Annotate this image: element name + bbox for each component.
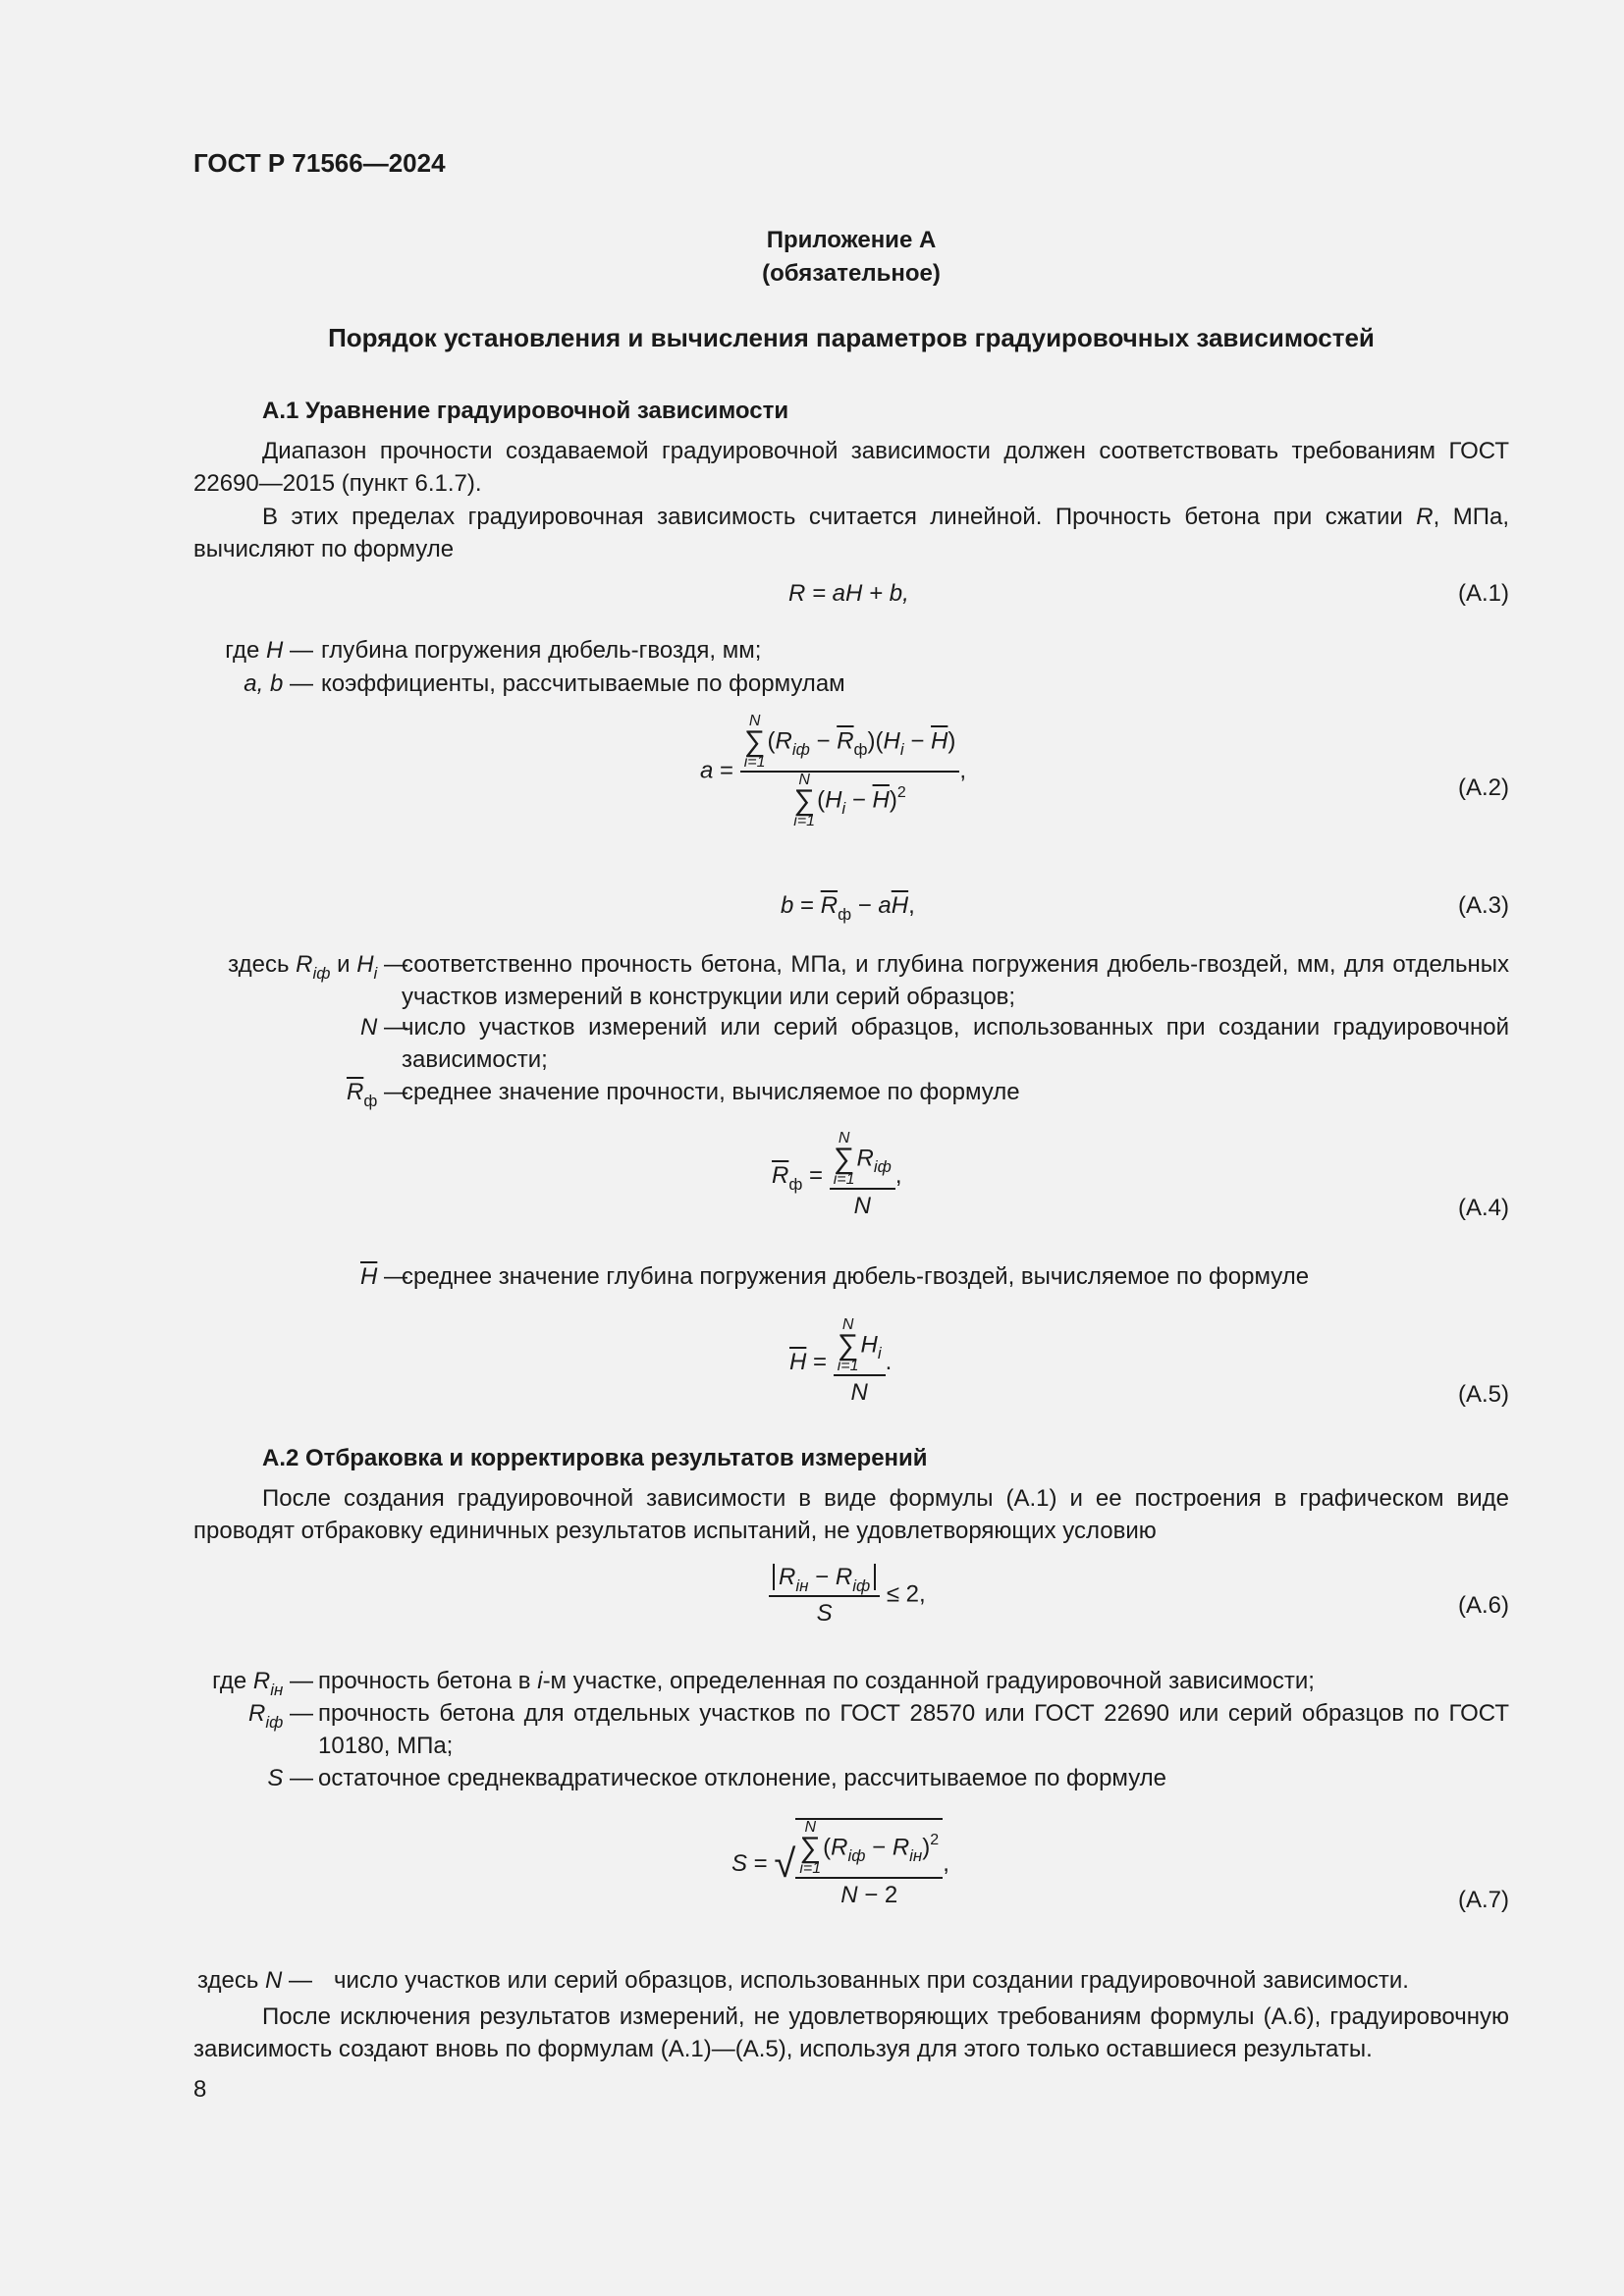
appendix-status: (обязательное) [762, 260, 941, 287]
definition-rif: $R_{iф}$ — прочность бетона для отдельных участков по ГОСТ 28570 или ГОСТ 22690 или серий образцов по ГОСТ 10180, МПа; [248, 1700, 1509, 1759]
formula-a4: $\overline{R}_ф$ = N ∑ i=1 $R_{iф}$ N , [772, 1131, 902, 1222]
formula-a1: R = aH + b, [788, 580, 909, 607]
equation-a1 [193, 577, 1509, 616]
equation-a6: (А.6) [1457, 1592, 1509, 1619]
section-a1-heading: А.1 Уравнение градуировочной зависимости [262, 398, 789, 424]
formula-a3: $b = \overline{R}_ф - a\overline{H}$, [781, 892, 915, 924]
paragraph-range: Диапазон прочности создаваемой градуировочной зависимости должен соответствовать требованиям ГОСТ 22690—2015 (пункт 6.1.7). [193, 438, 1509, 497]
equation-a2: (А.2) [1457, 774, 1509, 801]
appendix-title: Приложение А [766, 227, 937, 253]
page-number: 8 [193, 2076, 207, 2103]
formula-a2: a = N ∑ i=1 $(R_{iф} - \overline{R}_ф)(H_i - \overline{H})$ N ∑ i=1 $(H_i - \overline{H})^2$ , [700, 713, 967, 829]
equation-a5: (А.5) [1457, 1381, 1509, 1408]
paragraph-rejection: После создания градуировочной зависимости в виде формулы (А.1) и ее построения в графическом виде проводят отбраковку единичных результатов испытаний, не удовлетворяющих условию [193, 1485, 1509, 1544]
document-page: ГОСТ Р 71566—2024 Приложение А (обязательное) Порядок установления и вычисления параметров градуировочных зависимостей А.1 Уравнение градуировочной зависимости Диапазон прочности создаваемой градуировочной зависимости должен соответствовать требованиям ГОСТ 22690—2015 (пункт 6.1.7). В этих пределах градуировочная зависимость считается линейной. Прочность бетона при сжатии R, МПа, вычисляют по формуле R = aH + b, (А.1) где H — глубина погружения дюбель-гвоздя, мм; a, b — коэффициенты, рассчитываемые по формулам a = N ∑ i=1 $(R_{iф} - \overline{R}_ф)(H_i - \overline{H})$ N ∑ i=1 $(H_i - \overline{H})^2$ , (А.2) $b = \overline{R}_ф - a\overline{H}$, (А.3) здесь $R_{iф}$ и $H_i$ — соответственно прочность бетона, МПа, и глубина погружения дюбель-гвоздей, мм, для отдельных участков измерений в конструкции или серий образцов; N — число участков измерений или серий образцов, использованных при создании градуировочной зависимости; $\overline{R}_ф$ — среднее значение прочности, вычисляемое по формуле $\overline{R}_ф$ = N ∑ i=1 $R_{iф}$ N , (А.4) $\overline{H}$ — среднее значение глубина погружения дюбель-гвоздей, вычисляемое по формуле $\overline{H}$ = N ∑ i=1 $H_i$ N . (А.5) А.2 Отбраковка и корректировка результатов измерений После создания градуировочной зависимости в виде формулы (А.1) и ее построения в графическом виде проводят отбраковку единичных результатов испытаний, не удовлетворяющих условию $\frac{R_{iн} - R_{iф}}{S}$ ≤ 2, (А.6) где $R_{iн}$ — прочность бетона в i-м участке, определенная по созданной градуировочной зависимости; $R_{iф}$ — прочность бетона для отдельных участков по ГОСТ 28570 или ГОСТ 22690 или серий образцов по ГОСТ 10180, МПа; S — остаточное среднеквадратическое отклонение, рассчитываемое по формуле S = √ N ∑ i=1 $(R_{iф} - R_{iн})^2$ N − 2 , (А.7) здесь N — число участков или серий образцов, использованных при создании градуировочной зависимости. После исключения результатов измерений, не удовлетворяющих требованиям формулы (А.6), градуировочную зависимость создают вновь по формулам (А.1)—(А.5), используя для этого только оставшиеся результаты. 8 [193, 0, 1509, 2296]
equation-a7: (А.7) [1457, 1887, 1509, 1913]
document-header: ГОСТ Р 71566—2024 [193, 148, 446, 178]
main-title: Порядок установления и вычисления параметров градуировочных зависимостей [328, 323, 1375, 352]
formula-a6: $\frac{R_{iн} - R_{iф}}{S}$ ≤ 2, [769, 1561, 926, 1629]
definition-ri-hi: здесь $R_{iф}$ и $H_i$ — соответственно прочность бетона, МПа, и глубина погружения дюбель-гвоздей, мм, для отдельных участков измерений в конструкции или серий образцов; [228, 951, 1509, 1010]
formula-a7: S = √ N ∑ i=1 $(R_{iф} - R_{iн})^2$ N − 2 , [731, 1818, 949, 1911]
section-a2-heading: А.2 Отбраковка и корректировка результатов измерений [262, 1445, 928, 1471]
formula-a5: $\overline{H}$ = N ∑ i=1 $H_i$ N . [789, 1317, 892, 1409]
equation-a3: $b = \overline{R}_ф - a\overline{H}$, (А.3) [193, 889, 1509, 929]
paragraph-final: После исключения результатов измерений, не удовлетворяющих требованиям формулы (А.6), градуировочную зависимость создают вновь по формулам (А.1)—(А.5), используя для этого только оставшиеся результаты. [193, 2003, 1509, 2062]
equation-a4: (А.4) [1457, 1195, 1509, 1221]
paragraph-linear: В этих пределах градуировочная зависимость считается линейной. Прочность бетона при сжатии R, МПа, вычисляют по формуле [193, 504, 1510, 562]
equation-number: (А.1) [1457, 580, 1509, 607]
